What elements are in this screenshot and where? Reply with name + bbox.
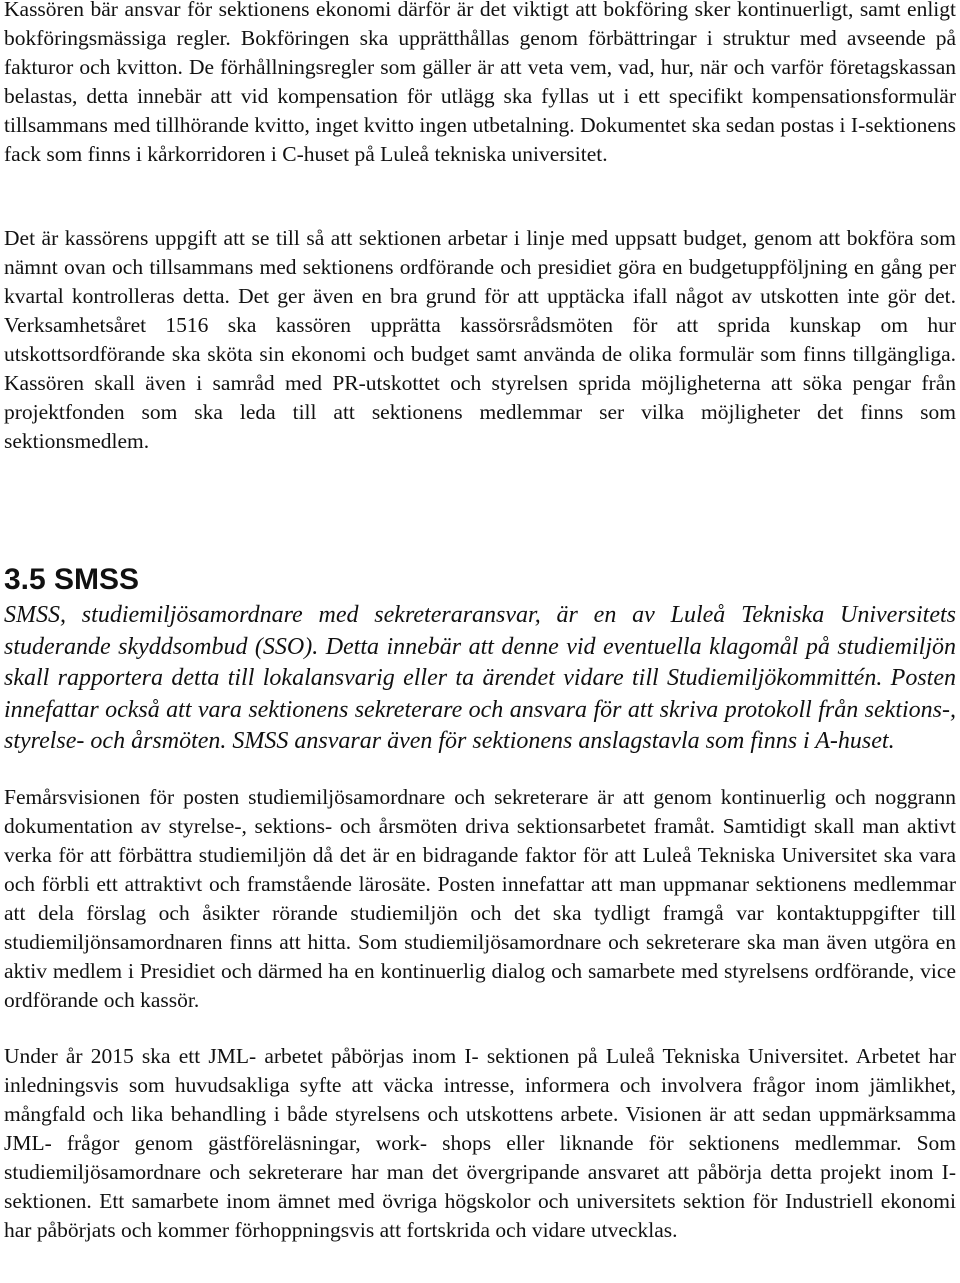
- paragraph-jml-work: Under år 2015 ska ett JML- arbetet påbörjas inom I- sektionen på Luleå Tekniska Universitet. Arbetet har inledningsvis som huvudsakliga syfte att väcka intresse, informera och involvera frågor inom jämlikhet, mångfald och lika behandling i både styrelsens och utskottens arbete. Visionen är att sedan uppmärksamma JML- frågor genom gästföreläsningar, work- shops eller liknande för sektionens medlemmar. Som studiemiljösamordnare och sekreterare har man det övergripande ansvaret att påbörja detta projekt inom I- sektionen. Ett samarbete inom ämnet med övriga högskolor och universitets sektion för Industriell ekonomi har påbörjats och kommer förhoppningsvis att fortskrida och vidare utvecklas.: [4, 1044, 956, 1242]
- paragraph-treasurer-accounting: Kassören bär ansvar för sektionens ekonomi därför är det viktigt att bokföring sker kontinuerligt, samt enligt bokföringsmässiga regler. Bokföringen ska upprätthållas genom förbättringar i struktur med avseende på fakturor och kvitton. De förhållningsregler som gäller är att veta vem, vad, hur, när och varför företagskassan belastas, detta innebär att vid kompensation för utlägg ska fyllas ut i ett specifikt kompensationsformulär tillsammans med tillhörande kvitto, inget kvitto ingen utbetalning. Dokumentet ska sedan postas i I-sektionens fack som finns i kårkorridoren i C-huset på Luleå tekniska universitet.: [4, 0, 956, 166]
- section-heading: 3.5 SMSS: [4, 563, 140, 596]
- paragraph-treasurer-budget: Det är kassörens uppgift att se till så att sektionen arbetar i linje med uppsatt budget, genom att bokföra som nämnt ovan och tillsammans med sektionens ordförande och presidiet göra en budgetuppföljning en gång per kvartal kontrolleras detta. Det ger även en bra grund för att upptäcka ifall något av utskotten inte gör det. Verksamhetsåret 1516 ska kassören upprätta kassörsrådsmöten för att sprida kunskap om hur utskottsordförande ska sköta sin ekonomi och budget samt använda de olika formulär som finns tillgängliga. Kassören skall även i samråd med PR-utskottet och styrelsen sprida möjligheterna att söka pengar från projektfonden som ska leda till att sektionens medlemmar ser vilka möjligheter det finns som sektionsmedlem.: [4, 226, 956, 453]
- paragraph-smss-vision: Femårsvisionen för posten studiemiljösamordnare och sekreterare är att genom kontinuerlig och noggrann dokumentation av styrelse-, sektions- och årsmöten driva sektionsarbetet framåt. Samtidigt skall man aktivt verka för att förbättra studiemiljön då det är en bidragande faktor för att Luleå Tekniska Universitet ska vara och förbli ett attraktivt och framstående lärosäte. Posten innefattar att man uppmanar sektionens medlemmar att dela förslag och åsikter rörande studiemiljön och det ska tydligt framgå var kontaktuppgifter till studiemiljönsamordnaren finns att hitta. Som studiemiljösamordnare och sekreterare ska man även utgöra en aktiv medlem i Presidiet och därmed ha en kontinuerlig dialog och samarbete med styrelsens ordförande, vice ordförande och kassör.: [4, 785, 956, 1012]
- paragraph-smss-intro: SMSS, studiemiljösamordnare med sekreteraransvar, är en av Luleå Tekniska Universitets studerande skyddsombud (SSO). Detta innebär att denne vid eventuella klagomål på studiemiljön skall rapportera detta till lokalansvarig eller ta ärendet vidare till Studiemiljökommittén. Posten innefattar också att vara sektionens sekreterare och ansvara för att skriva protokoll från sektions-, styrelse- och årsmöten. SMSS ansvarar även för sektionens anslagstavla som finns i A-huset.: [4, 602, 956, 754]
